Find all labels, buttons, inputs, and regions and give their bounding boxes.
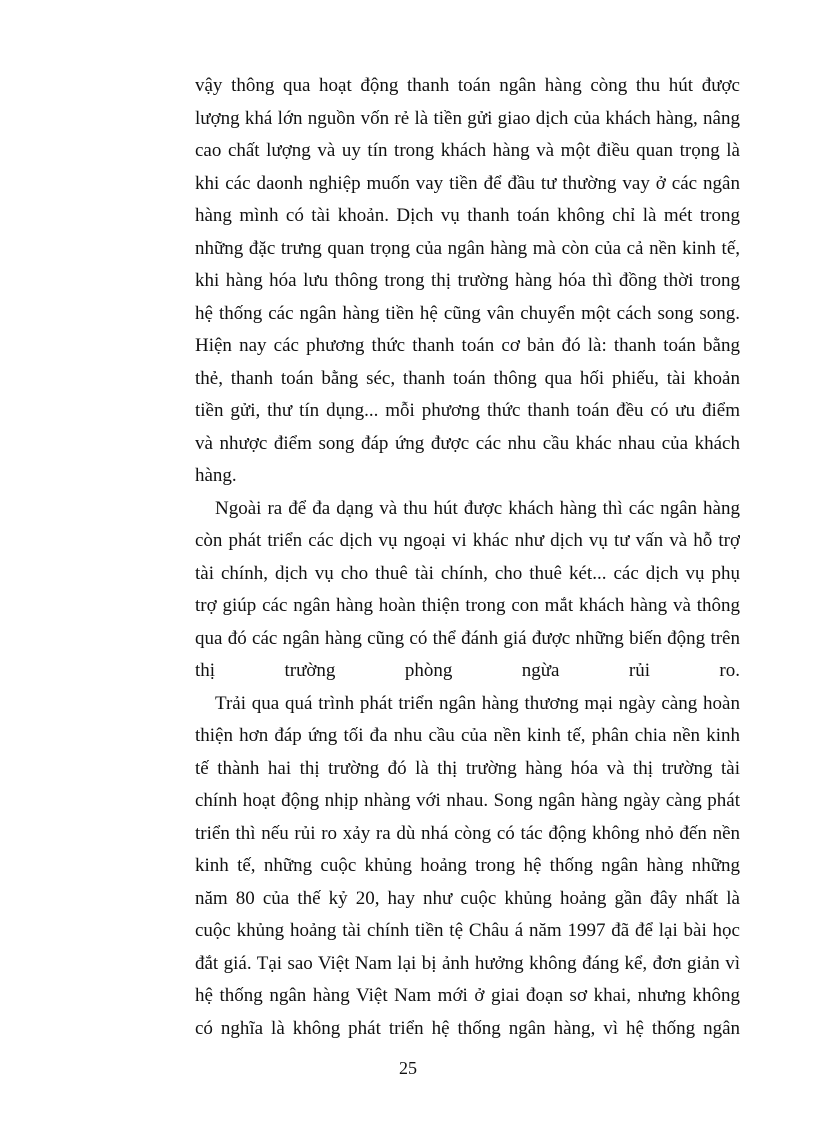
text-line: thẻ, thanh toán bằng séc, thanh toán thông qua hối phiếu, tài khoản bbox=[195, 367, 740, 389]
text-line: hàng. bbox=[195, 465, 237, 486]
text-line: hàng mình có tài khoản. Dịch vụ thanh toán không chỉ là mét trong bbox=[195, 205, 740, 226]
text-line: Ngoài ra để đa dạng và thu hút được khách hàng thì các ngân hàng bbox=[215, 497, 740, 519]
text-line: thị trường phòng ngừa rủi ro. bbox=[195, 660, 740, 681]
text-line: triển thì nếu rủi ro xảy ra dù nhá còng có tác động không nhỏ đến nền bbox=[195, 822, 740, 844]
text-line: cuộc khủng hoảng tài chính tiền tệ Châu á năm 1997 đã để lại bài học bbox=[195, 920, 740, 941]
text-line: và nhược điểm song đáp ứng được các nhu cầu khác nhau của khách bbox=[195, 432, 740, 454]
text-line: trợ giúp các ngân hàng hoàn thiện trong con mắt khách hàng và thông bbox=[195, 595, 740, 616]
text-line: Trải qua quá trình phát triển ngân hàng thương mại ngày càng hoàn bbox=[215, 692, 740, 714]
text-line: hệ thống các ngân hàng tiền hệ cũng vân chuyển một cách song song. bbox=[195, 302, 740, 324]
body-text bbox=[195, 70, 740, 1045]
text-line: cao chất lượng và uy tín trong khách hàng và một điều quan trọng là bbox=[195, 140, 740, 161]
text-line: khi các daonh nghiệp muốn vay tiền để đầu tư thường vay ở các ngân bbox=[195, 172, 740, 194]
text-line: hệ thống ngân hàng Việt Nam mới ở giai đoạn sơ khai, nhưng không bbox=[195, 985, 740, 1006]
text-line: Hiện nay các phương thức thanh toán cơ bản đó là: thanh toán bằng bbox=[195, 335, 740, 356]
text-line: tài chính, dịch vụ cho thuê tài chính, cho thuê két... các dịch vụ phụ bbox=[195, 562, 740, 584]
text-line: năm 80 của thế kỷ 20, hay như cuộc khủng hoảng gần đây nhất là bbox=[195, 887, 740, 909]
text-line: qua đó các ngân hàng cũng có thể đánh giá được những biến động trên bbox=[195, 627, 740, 649]
text-line: vậy thông qua hoạt động thanh toán ngân hàng còng thu hút được bbox=[195, 75, 740, 96]
text-line: thiện hơn đáp ứng tối đa nhu cầu của nền kinh tế, phân chia nền kinh bbox=[195, 725, 740, 746]
text-line: còn phát triển các dịch vụ ngoại vi khác như dịch vụ tư vấn và hỗ trợ bbox=[195, 530, 740, 551]
text-line: tiền gửi, thư tín dụng... mỗi phương thức thanh toán đều có ưu điểm bbox=[195, 400, 740, 421]
page-number: 25 bbox=[399, 1058, 417, 1078]
text-line: chính hoạt động nhịp nhàng với nhau. Song ngân hàng ngày càng phát bbox=[195, 790, 740, 811]
text-line: những đặc trưng quan trọng của ngân hàng mà còn của cả nền kinh tế, bbox=[195, 237, 740, 259]
text-line: kinh tế, những cuộc khủng hoảng trong hệ thống ngân hàng những bbox=[195, 855, 740, 876]
text-line: có nghĩa là không phát triển hệ thống ngân hàng, vì hệ thống ngân bbox=[195, 1017, 740, 1039]
text-line: khi hàng hóa lưu thông trong thị trường hàng hóa thì đồng thời trong bbox=[195, 270, 740, 291]
text-line: lượng khá lớn nguồn vốn rẻ là tiền gửi giao dịch của khách hàng, nâng bbox=[195, 107, 740, 129]
text-line: đắt giá. Tại sao Việt Nam lại bị ảnh hưởng không đáng kể, đơn giản vì bbox=[195, 952, 740, 974]
text-line: tế thành hai thị trường đó là thị trường hàng hóa và thị trường tài bbox=[195, 757, 740, 779]
